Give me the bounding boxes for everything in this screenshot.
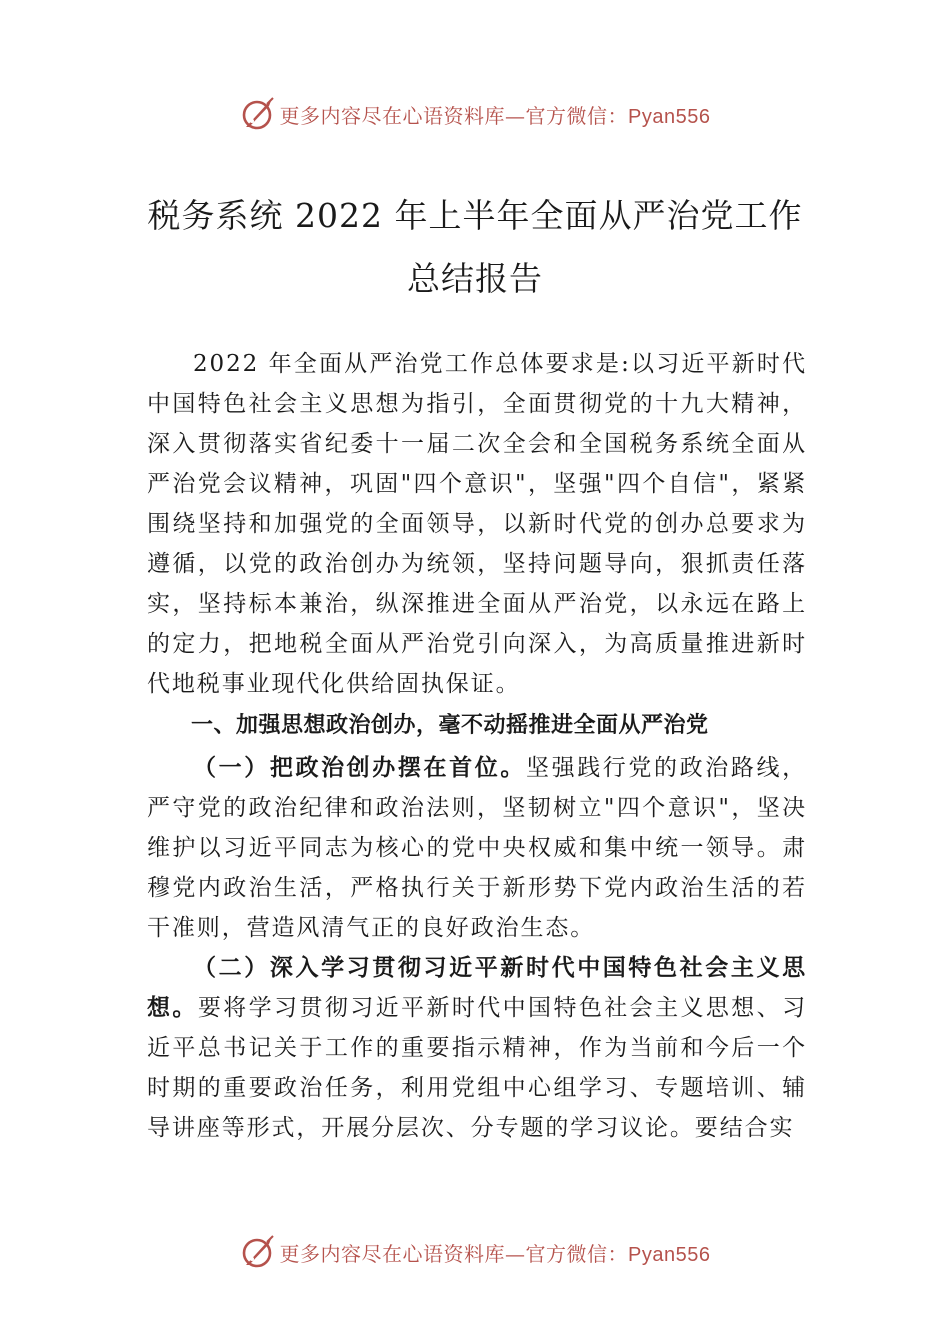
title-line-1: 税务系统 2022 年上半年全面从严治党工作 xyxy=(147,196,803,235)
section-heading: 一、加强思想政治创办，毫不动摇推进全面从严治党 xyxy=(191,713,709,738)
item-2-paragraph xyxy=(147,948,807,1148)
document-body xyxy=(147,344,807,1148)
footer-watermark-banner xyxy=(0,1232,950,1272)
item-1-text: 坚强践行党的政治路线，严守党的政治纪律和政治法则，坚韧树立"四个意识"，坚决维护以习近平同志为核心的党中央权威和集中统一领导。肃穆党内政治生活，严格执行关于新形势下党内政治生活的若干准则，营造风清气正的良好政治生态。 xyxy=(147,755,807,941)
item-1-lead: （一）把政治创办摆在首位。 xyxy=(193,754,526,781)
intro-paragraph: 2022 年全面从严治党工作总体要求是:以习近平新时代中国特色社会主义思想为指引，全面贯彻党的十九大精神，深入贯彻落实省纪委十一届二次全会和全国税务系统全面从严治党会议精神，巩固"四个意识"，坚强"四个自信"，紧紧围绕坚持和加强党的全面领导，以新时代党的创办总要求为遵循，以党的政治创办为统领，坚持问题导向，狠抓责任落实，坚持标本兼治，纵深推进全面从严治党，以永远在路上的定力，把地税全面从严治党引向深入，为高质量推进新时代地税事业现代化供给固执保证。 xyxy=(147,351,807,697)
pen-quill-logo-icon xyxy=(240,1234,276,1270)
item-2-text: 要将学习贯彻习近平新时代中国特色社会主义思想、习近平总书记关于工作的重要指示精神，作为当前和今后一个时期的重要政治任务，利用党组中心组学习、专题培训、辅导讲座等形式，开展分层次、分专题的学习议论。要结合实 xyxy=(147,995,807,1141)
title-line-2: 总结报告 xyxy=(407,259,543,298)
wechat-id: Pyan556 xyxy=(628,1243,711,1266)
banner-text xyxy=(280,1238,711,1267)
item-2-lead: （二）深入学习贯彻习近平新时代中国特色社会主义思想。 xyxy=(147,954,807,1021)
wechat-id: Pyan556 xyxy=(628,105,711,128)
header-watermark-banner xyxy=(0,94,950,134)
banner-label: 更多内容尽在心语资料库—官方微信： xyxy=(279,1241,629,1266)
pen-quill-logo-icon xyxy=(240,96,276,132)
banner-label: 更多内容尽在心语资料库—官方微信： xyxy=(279,103,629,128)
banner-text xyxy=(280,100,711,129)
document-title xyxy=(0,184,950,310)
item-1-paragraph xyxy=(147,748,807,948)
